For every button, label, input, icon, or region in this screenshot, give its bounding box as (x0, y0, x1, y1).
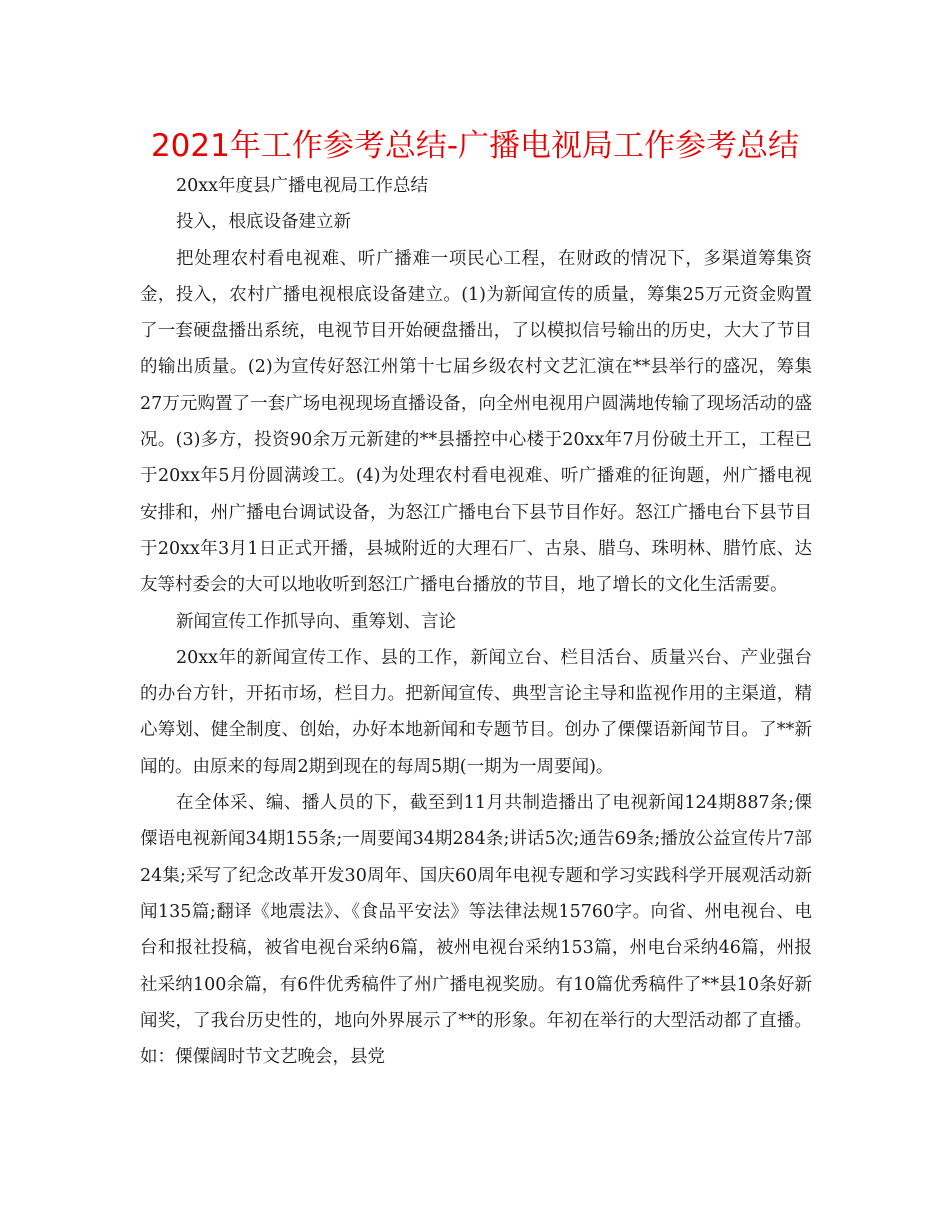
paragraph-news-work: 20xx年的新闻宣传工作、县的工作，新闻立台、栏目活台、质量兴台、产业强台的办台方针，开拓市场，栏目力。把新闻宣传、典型言论主导和监视作用的主渠道，精心筹划、健全制度、创始，办好本地新闻和专题节目。创办了傈僳语新闻节目。了**新闻的。由原来的每周2期到现在的每周5期(一期为一周要闻)。 (140, 647, 812, 777)
document-body (140, 168, 812, 1075)
paragraph-infrastructure: 把处理农村看电视难、听广播难一项民心工程，在财政的情况下，多渠道筹集资金，投入，农村广播电视根底设备建立。(1)为新闻宣传的质量，筹集25万元资金购置了一套硬盘播出系统，电视节目开始硬盘播出，了以模拟信号输出的历史，大大了节目的输出质量。(2)为宣传好怒江州第十七届乡级农村文艺汇演在**县举行的盛况，筹集27万元购置了一套广场电视现场直播设备，向全州电视用户圆满地传输了现场活动的盛况。(3)多方，投资90余万元新建的**县播控中心楼于20xx年7月份破土开工，工程已于20xx年5月份圆满竣工。(4)为处理农村看电视难、听广播难的征询题，州广播电视安排和，州广播电台调试设备，为怒江广播电台下县节目作好。怒江广播电台下县节目于20xx年3月1日正式开播，县城附近的大理石厂、古泉、腊乌、珠明林、腊竹底、达友等村委会的大可以地收听到怒江广播电台播放的节目，地了增长的文化生活需要。 (140, 248, 812, 596)
subtitle-line: 20xx年度县广播电视局工作总结 (176, 176, 429, 196)
section-heading-news: 新闻宣传工作抓导向、重筹划、言论 (176, 611, 456, 632)
section-heading-investment: 投入，根底设备建立新 (176, 212, 351, 233)
paragraph-news-output: 在全体采、编、播人员的下，截至到11月共制造播出了电视新闻124期887条;傈僳语电视新闻34期155条;一周要闻34期284条;讲话5次;通告69条;播放公益宣传片7部24集;采写了纪念改革开发30周年、国庆60周年电视专题和学习实践科学开展观活动新闻135篇;翻译《地震法》、《食品平安法》等法律法规15760字。向省、州电视台、电台和报社投稿，被省电视台采纳6篇，被州电视台采纳153篇，州电台采纳46篇，州报社采纳100余篇，有6件优秀稿件了州广播电视奖励。有10篇优秀稿件了**县10条好新闻奖，了我台历史性的，地向外界展示了**的形象。年初在举行的大型活动都了直播。如：傈僳阔时节文艺晚会，县党 (140, 793, 812, 1068)
document-title: 2021年工作参考总结-广播电视局工作参考总结 (150, 128, 800, 164)
